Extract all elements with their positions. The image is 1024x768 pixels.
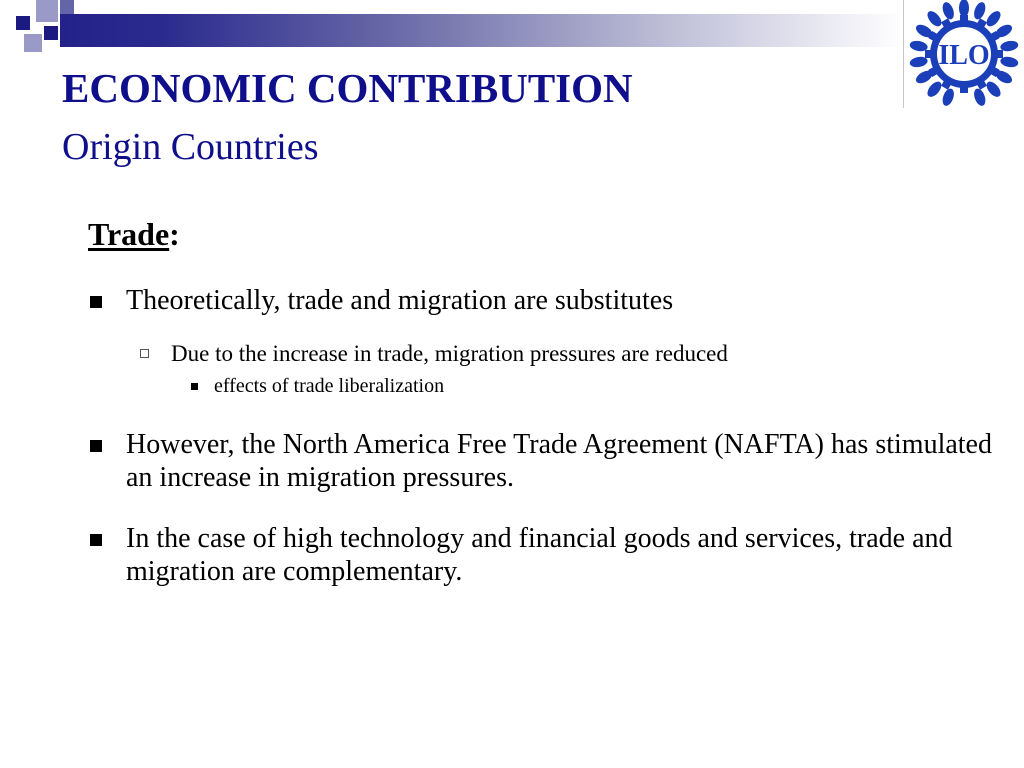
sub-sub-bullet-item-1: [214, 374, 444, 398]
bullet-text: effects of trade liberalization: [214, 375, 445, 397]
square-bullet-icon: [90, 534, 102, 546]
square-bullet-icon: [90, 440, 102, 452]
slide-title: ECONOMIC CONTRIBUTION: [62, 65, 633, 111]
decor-square-4: [24, 34, 42, 52]
decor-square-2: [36, 0, 58, 22]
section-heading-colon: :: [169, 216, 180, 252]
slide-subtitle: Origin Countries: [62, 126, 319, 168]
decor-square-3: [60, 0, 74, 14]
bullet-item-3: [126, 522, 1016, 588]
bullet-text: Theoretically, trade and migration are substitutes: [126, 285, 674, 316]
decor-square-1: [16, 16, 30, 30]
bullet-item-2: [126, 428, 1016, 494]
bullet-text: Due to the increase in trade, migration pressures are reduced: [171, 341, 728, 366]
square-bullet-icon: [90, 296, 102, 308]
bullet-item-1: [126, 284, 1016, 317]
bullet-text: However, the North America Free Trade Agreement (NAFTA) has stimulated an increase in migration pressures.: [126, 429, 992, 493]
section-heading-text: Trade: [88, 216, 170, 252]
ilo-emblem-icon: [904, 0, 1024, 108]
small-square-bullet-icon: [191, 383, 198, 390]
decor-square-5: [44, 26, 58, 40]
bullet-text: In the case of high technology and financial goods and services, trade and migration are complementary.: [126, 523, 953, 587]
hollow-square-bullet-icon: [140, 349, 149, 358]
section-heading: [88, 214, 180, 254]
header-gradient-bar: [60, 14, 903, 47]
logo-text: ILO: [938, 40, 990, 71]
ilo-logo: [903, 0, 1024, 108]
sub-bullet-item-1: [171, 340, 1011, 368]
